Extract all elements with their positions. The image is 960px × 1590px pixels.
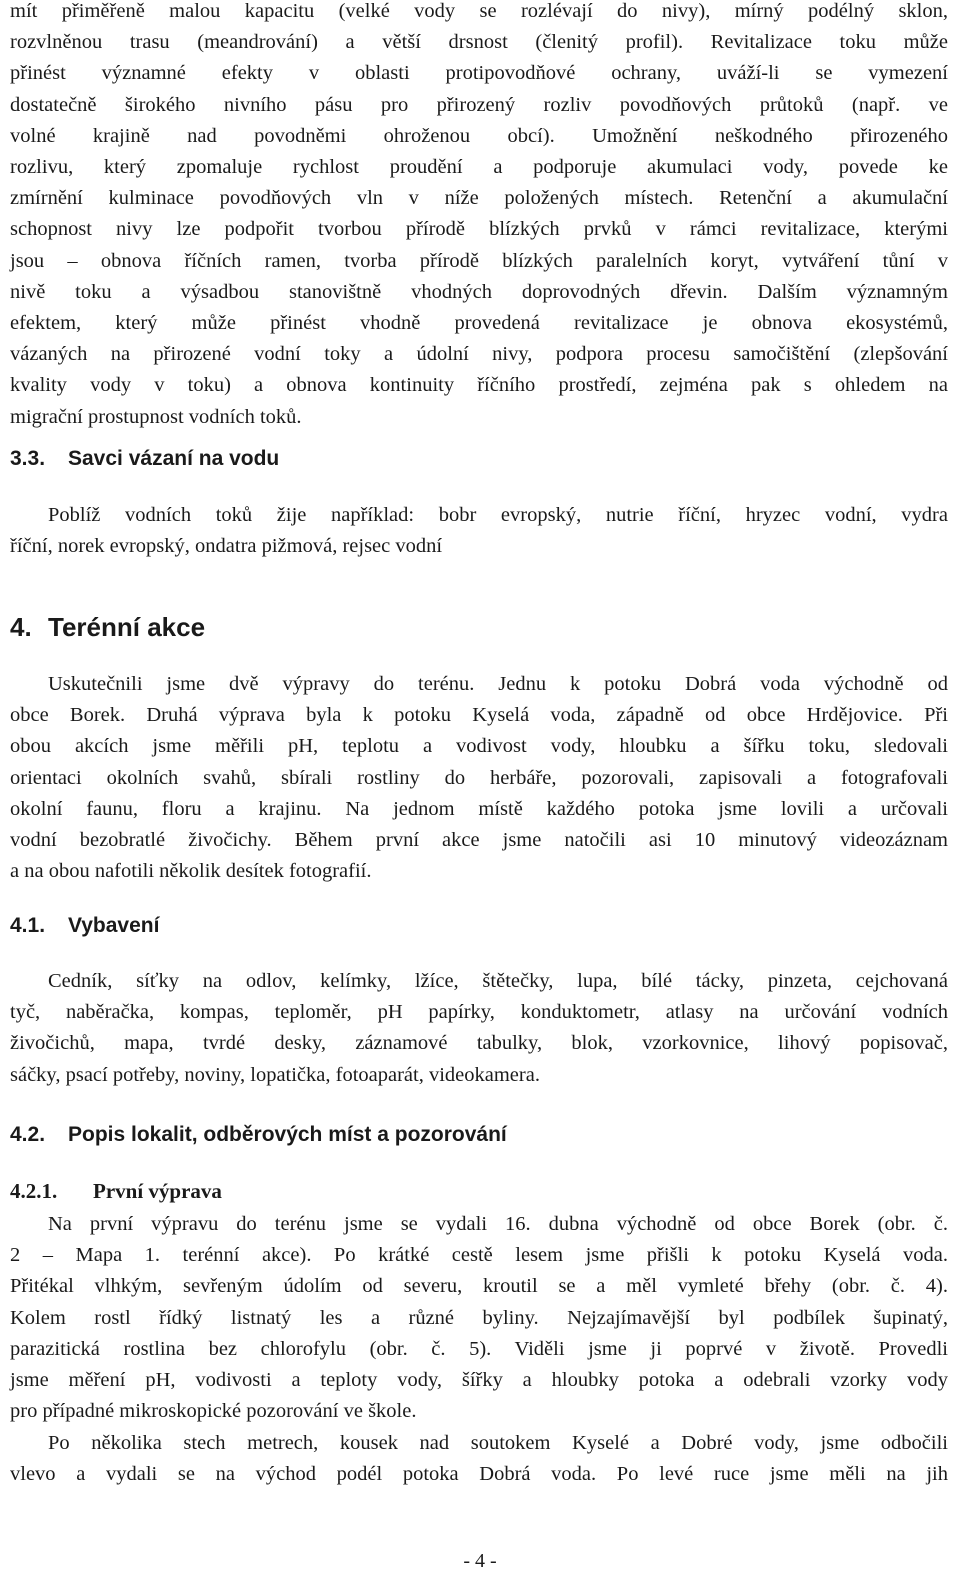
- page-number: - 4 -: [463, 1550, 497, 1572]
- text-line: orientaci okolních svahů, sbírali rostliny do herbáře, pozorovali, zapisovali a fotografovali: [10, 766, 948, 789]
- text-line: okolní faunu, floru a krajinu. Na jednom místě každého potoka jsme lovili a určovali: [10, 797, 948, 820]
- text-line: Po několika stech metrech, kousek nad soutokem Kyselé a Dobré vody, jsme odbočili: [48, 1432, 948, 1454]
- text-line: nivě toku a výsadbou stanovištně vhodných doprovodných dřevin. Dalším významným: [10, 280, 948, 303]
- text-line: efektem, který může přinést vhodně provedená revitalizace je obnova ekosystémů,: [10, 312, 948, 335]
- text-line: migrační prostupnost vodních toků.: [10, 405, 302, 428]
- heading-title: Savci vázaní na vodu: [68, 447, 280, 470]
- heading-number: 4.: [10, 612, 32, 642]
- text-line: Cedník, síťky na odlov, kelímky, lžíce, štětečky, lupa, bílé tácky, pinzeta, cejchovaná: [48, 970, 948, 992]
- text-line: tyč, naběračka, kompas, teploměr, pH papírky, konduktometr, atlasy na určování vodních: [10, 1001, 948, 1024]
- text-line: pro případné mikroskopické pozorování ve škole.: [10, 1400, 417, 1423]
- heading-title: Terénní akce: [48, 612, 206, 642]
- text-line: obce Borek. Druhá výprava byla k potoku Kyselá voda, západně od obce Hrdějovice. Při: [10, 704, 948, 727]
- text-line: Uskutečnili jsme dvě výpravy do terénu. Jednu k potoku Dobrá voda východně od: [48, 673, 948, 695]
- heading-number: 4.1.: [10, 914, 46, 937]
- heading-4-1: [10, 913, 159, 939]
- paragraph-savci: [10, 500, 948, 562]
- heading-title: Popis lokalit, odběrových míst a pozorování: [68, 1123, 507, 1146]
- text-line: sáčky, psací potřeby, noviny, lopatička, fotoaparát, videokamera.: [10, 1063, 540, 1086]
- heading-number: 4.2.: [10, 1123, 46, 1146]
- heading-3-3: [10, 446, 279, 472]
- heading-number: 4.2.1.: [10, 1179, 58, 1203]
- text-line: Na první výpravu do terénu jsme se vydali 16. dubna východně od obce Borek (obr. č.: [48, 1213, 948, 1235]
- text-line: jsou – obnova říčních ramen, tvorba přírodě blízkých paralelních koryt, vytváření tůní v: [10, 249, 948, 272]
- text-line: přinést významné efekty v oblasti protipovodňové ochrany, uváží-li se vymezení: [10, 62, 948, 85]
- heading-number: 3.3.: [10, 447, 46, 470]
- text-line: parazitická rostlina bez chlorofylu (obr. č. 5). Viděli jsme ji poprvé v životě. Provedli: [10, 1337, 948, 1360]
- paragraph-vybaveni: [10, 966, 948, 1091]
- text-line: říční, norek evropský, ondatra pižmová, rejsec vodní: [10, 535, 443, 558]
- text-line: a na obou nafotili několik desítek fotografií.: [10, 860, 372, 883]
- text-line: vlevo a vydali se na východ podél potoka Dobrá voda. Po levé ruce jsme měli na jih: [10, 1463, 948, 1486]
- text-line: volné krajině nad povodněmi ohroženou obcí). Umožnění neškodného přirozeného: [10, 124, 948, 147]
- heading-4-2-1: [10, 1178, 222, 1204]
- text-line: Přitékal vlhkým, sevřeným údolím od severu, kroutil se a měl vymleté břehy (obr. č. 4).: [10, 1275, 948, 1298]
- paragraph-terenni-akce: [10, 669, 948, 887]
- text-line: živočichů, mapa, tvrdé desky, záznamové tabulky, blok, vzorkovnice, lihový popisovač,: [10, 1032, 948, 1055]
- text-line: rozlivu, který zpomaluje rychlost proudění a podporuje akumulaci vody, povede ke: [10, 156, 948, 179]
- paragraph-prvni-vyprava: [10, 1209, 948, 1427]
- text-line: mít přiměřeně malou kapacitu (velké vody se rozlévají do nivy), mírný podélný sklon,: [10, 0, 948, 22]
- heading-title: První výprava: [93, 1179, 222, 1203]
- heading-4-2: [10, 1122, 507, 1148]
- heading-title: Vybavení: [68, 914, 160, 937]
- text-line: vázaných na přirozené vodní toky a údolní nivy, podpora procesu samočištění (zlepšování: [10, 343, 948, 366]
- text-line: zmírnění kulminace povodňových vln v níže položených místech. Retenční a akumulační: [10, 187, 948, 210]
- text-line: 2 – Mapa 1. terénní akce). Po krátké cestě lesem jsme přišli k potoku Kyselá voda.: [10, 1244, 948, 1267]
- text-line: rozvlněnou trasu (meandrování) a větší drsnost (členitý profil). Revitalizace toku může: [10, 31, 948, 54]
- text-line: jsme měření pH, vodivosti a teploty vody, šířky a hloubky potoka a odebrali vzorky vody: [10, 1369, 948, 1392]
- paragraph-revitalizace: [10, 0, 948, 433]
- text-line: schopnost nivy lze podpořit tvorbou přírodě blízkých prvků v rámci revitalizace, kterými: [10, 218, 948, 241]
- heading-4: [10, 612, 205, 642]
- text-line: obou akcích jsme měřili pH, teplotu a vodivost vody, hloubku a šířku toku, sledovali: [10, 735, 948, 758]
- text-line: vodní bezobratlé živočichy. Během první akce jsme natočili asi 10 minutový videozáznam: [10, 829, 948, 852]
- paragraph-prvni-vyprava-2: [10, 1428, 948, 1490]
- text-line: kvality vody v toku) a obnova kontinuity říčního prostředí, zejména pak s ohledem na: [10, 374, 948, 397]
- text-line: dostatečně širokého nivního pásu pro přirozený rozliv povodňových průtoků (např. ve: [10, 93, 948, 116]
- text-line: Poblíž vodních toků žije například: bobr evropský, nutrie říční, hryzec vodní, vydra: [48, 504, 948, 526]
- text-line: Kolem rostl řídký listnatý les a různé byliny. Nejzajímavější byl podbílek šupinatý,: [10, 1306, 948, 1329]
